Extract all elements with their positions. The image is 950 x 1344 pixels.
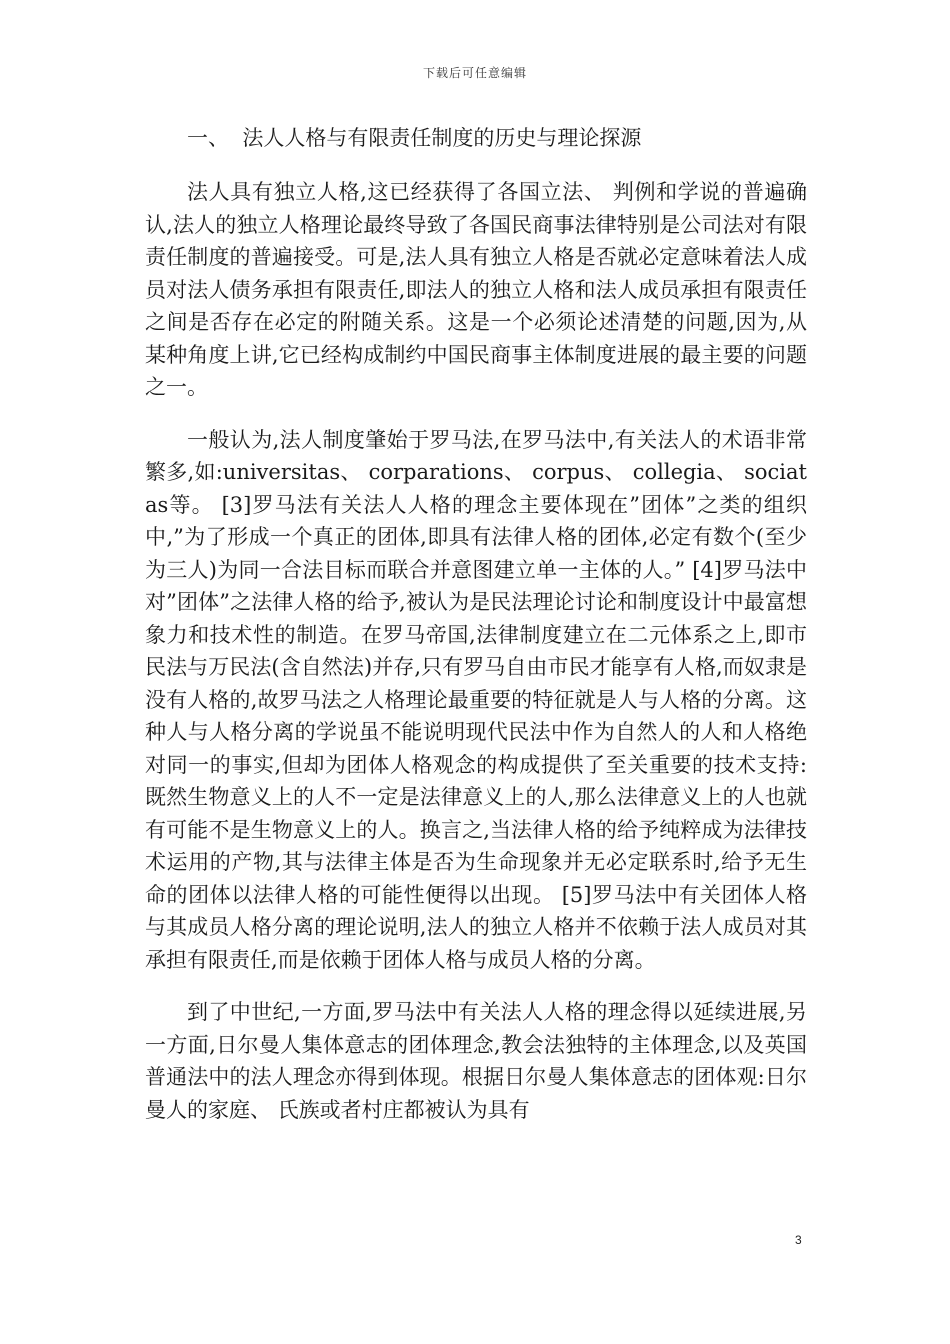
- document-body: [145, 118, 807, 1146]
- page-header: 下载后可任意编辑: [422, 66, 527, 80]
- section-heading: 一、 法人人格与有限责任制度的历史与理论探源: [187, 126, 642, 150]
- paragraph: 法人具有独立人格,这已经获得了各国立法、 判例和学说的普遍确认,法人的独立人格理论最终导致了各国民商事法律特别是公司法对有限责任制度的普遍接受。可是,法人具有独立人格是否就必定意味着法人成员对法人债务承担有限责任,即法人的独立人格和法人成员承担有限责任之间是否存在必定的附随关系。这是一个必须论述清楚的问题,因为,从某种角度上讲,它已经构成制约中国民商事主体制度进展的最主要的问题之一。: [145, 180, 807, 399]
- paragraph: 到了中世纪,一方面,罗马法中有关法人人格的理念得以延续进展,另一方面,日尔曼人集体意志的团体理念,教会法独特的主体理念,以及英国普通法中的法人理念亦得到体现。根据日尔曼人集体意志的团体观:日尔曼人的家庭、 氏族或者村庄都被认为具有: [145, 1000, 807, 1122]
- paragraph: 一般认为,法人制度肇始于罗马法,在罗马法中,有关法人的术语非常繁多,如:universitas、 corparations、 corpus、 collegia、 sociatas等。 [3]罗马法有关法人人格的理念主要体现在”团体”之类的组织中,”为了形成一个真正的团体,即具有法律人格的团体,必定有数个(至少为三人)为同一合法目标而联合并意图建立单一主体的人。” [4]罗马法中对”团体”之法律人格的给予,被认为是民法理论讨论和制度设计中最富想象力和技术性的制造。在罗马帝国,法律制度建立在二元体系之上,即市民法与万民法(含自然法)并存,只有罗马自由市民才能享有人格,而奴隶是没有人格的,故罗马法之人格理论最重要的特征就是人与人格的分离。这种人与人格分离的学说虽不能说明现代民法中作为自然人的人和人格绝对同一的事实,但却为团体人格观念的构成提供了至关重要的技术支持:既然生物意义上的人不一定是法律意义上的人,那么法律意义上的人也就有可能不是生物意义上的人。换言之,当法律人格的给予纯粹成为法律技术运用的产物,其与法律主体是否为生命现象并无必定联系时,给予无生命的团体以法律人格的可能性便得以出现。 [5]罗马法中有关团体人格与其成员人格分离的理论说明,法人的独立人格并不依赖于法人成员对其承担有限责任,而是依赖于团体人格与成员人格的分离。: [145, 427, 807, 972]
- page-number: 3: [795, 1233, 802, 1247]
